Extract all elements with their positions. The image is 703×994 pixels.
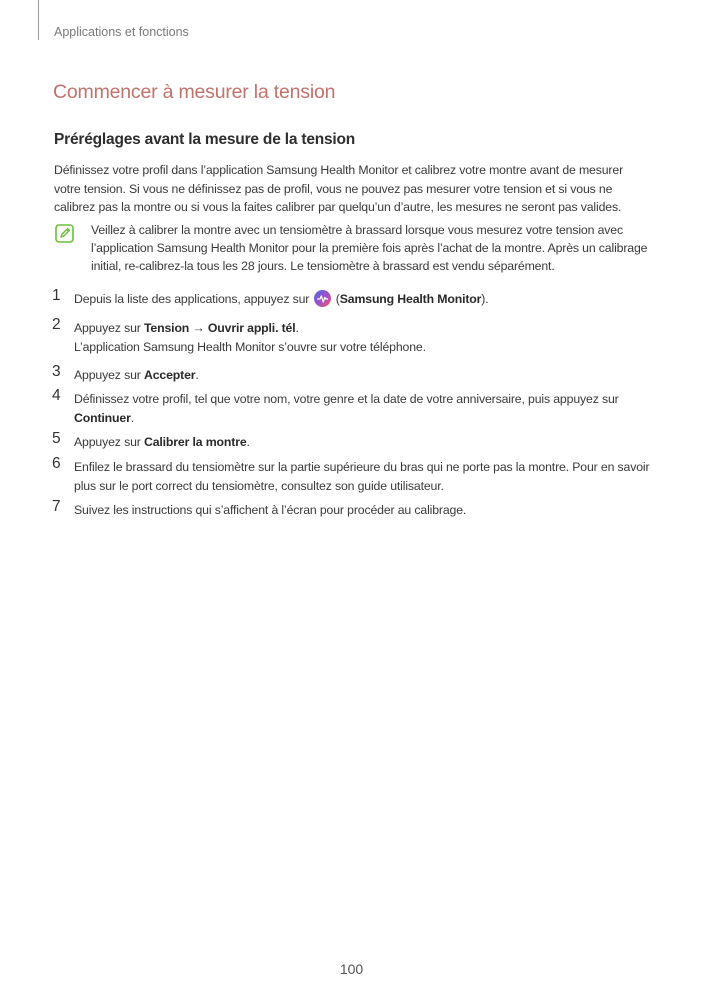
step-text	[74, 366, 652, 385]
margin-rule	[38, 0, 39, 40]
step-text: Enfilez le brassard du tensiomètre sur la partie supérieure du bras qui ne porte pas la montre. Pour en savoir plus sur le port correct du tensiomètre, consultez son guide utilisateur.	[74, 460, 650, 493]
step-text-part: .	[130, 411, 134, 425]
calibrate-label: Calibrer la montre	[143, 435, 247, 449]
step-number: 5	[52, 430, 61, 447]
step-text-part: .	[195, 368, 199, 382]
step-result: L’application Samsung Health Monitor s’ouvre sur votre téléphone.	[74, 340, 426, 354]
step-number: 4	[52, 387, 61, 404]
step-number: 7	[52, 498, 61, 515]
step-text-part: Depuis la liste des applications, appuyez sur	[74, 292, 310, 306]
step-text-part: Appuyez sur	[74, 435, 144, 449]
menu-open-phone-app: Ouvrir appli. tél	[207, 321, 296, 335]
subsection-title: Préréglages avant la mesure de la tension	[54, 131, 356, 148]
step-text	[74, 290, 652, 309]
intro-paragraph: Définissez votre profil dans l’application Samsung Health Monitor et calibrez votre montre avant de mesurer votre tension. Si vous ne définissez pas de profil, vous ne pouvez pas mesurer votre tension et si vous ne calibrez pas la montre ou si vous la faites calibrer par quelqu’un d’autre, les mesures ne seront pas valides.	[54, 163, 624, 214]
step-text	[74, 319, 652, 357]
step-number: 3	[52, 363, 61, 380]
menu-tension: Tension	[143, 321, 190, 335]
step-text-part: ).	[481, 292, 489, 306]
section-title: Commencer à mesurer la tension	[53, 81, 336, 103]
step-text: Suivez les instructions qui s’affichent à l’écran pour procéder au calibrage.	[74, 503, 467, 517]
note-pencil-icon	[55, 224, 74, 243]
step-text-part: Appuyez sur	[74, 368, 144, 382]
step-text-part: (	[332, 292, 340, 306]
step-number: 6	[52, 455, 61, 472]
step-text	[74, 390, 652, 428]
running-head: Applications et fonctions	[54, 25, 189, 39]
step-text-part: Appuyez sur	[74, 321, 144, 335]
page-number: 100	[339, 961, 364, 977]
arrow-glyph: →	[189, 321, 208, 335]
step-text-part: .	[246, 435, 250, 449]
step-text	[74, 433, 652, 452]
step-text-part: Définissez votre profil, tel que votre nom, votre genre et la date de votre anniversaire, puis appuyez sur	[74, 392, 619, 406]
continue-label: Continuer	[74, 411, 131, 425]
accept-label: Accepter	[143, 368, 196, 382]
samsung-health-monitor-icon	[314, 290, 331, 307]
app-name: Samsung Health Monitor	[339, 292, 482, 306]
note-text: Veillez à calibrer la montre avec un tensiomètre à brassard lorsque vous mesurez votre tension avec l’application Samsung Health Monitor pour la première fois après l’achat de la montre. Après un calibrage initial, re-calibrez-la tous les 28 jours. Le tensiomètre à brassard est vendu séparément.	[91, 223, 648, 273]
step-text-part: .	[295, 321, 299, 335]
step-number: 1	[52, 287, 61, 304]
step-number: 2	[52, 316, 61, 333]
